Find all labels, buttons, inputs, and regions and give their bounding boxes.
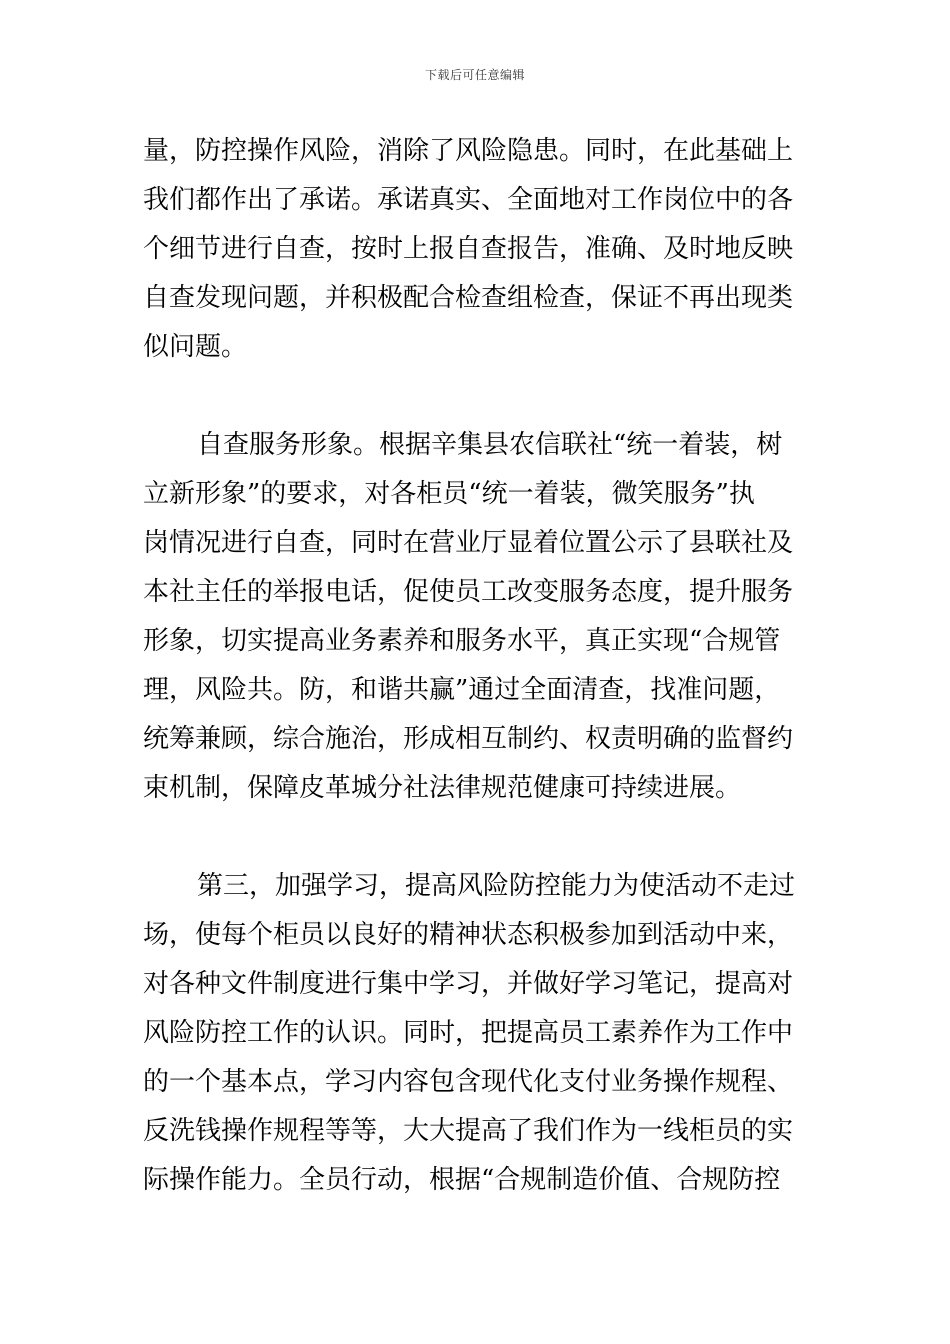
text-line: 对各种文件制度进行集中学习，并做好学习笔记，提高对 — [143, 969, 794, 999]
text-line: 自查发现问题，并积极配合检查组检查，保证不再出现类 — [143, 283, 794, 313]
text-line: 的一个基本点，学习内容包含现代化支付业务操作规程、 — [143, 1067, 794, 1097]
text-line: 岗情况进行自查，同时在营业厅显着位置公示了县联社及 — [143, 528, 794, 558]
paragraph-gap — [143, 813, 807, 862]
text-line: 统筹兼顾，综合施治，形成相互制约、权责明确的监督约 — [143, 724, 794, 754]
text-line: 本社主任的举报电话，促使员工改变服务态度，提升服务 — [143, 577, 794, 607]
text-line: 场，使每个柜员以良好的精神状态积极参加到活动中来， — [143, 920, 794, 950]
text-line: 第三，加强学习，提高风险防控能力为使活动不走过 — [197, 871, 796, 901]
text-line: 立新形象”的要求，对各柜员“统一着装，微笑服务”执 — [143, 479, 755, 509]
paragraph-gap — [143, 372, 807, 421]
document-body — [143, 127, 807, 1205]
text-line: 束机制，保障皮革城分社法律规范健康可持续进展。 — [143, 773, 742, 803]
text-line: 我们都作出了承诺。承诺真实、全面地对工作岗位中的各 — [143, 185, 794, 215]
paragraph-2 — [143, 421, 807, 813]
text-line: 际操作能力。全员行动，根据“合规制造价值、合规防控 — [143, 1165, 781, 1195]
text-line: 量，防控操作风险，消除了风险隐患。同时，在此基础上 — [143, 136, 794, 166]
paragraph-1 — [143, 127, 807, 372]
text-line: 个细节进行自查，按时上报自查报告，准确、及时地反映 — [143, 234, 794, 264]
text-line: 理，风险共。防，和谐共赢”通过全面清查，找准问题， — [143, 675, 781, 705]
text-line: 反洗钱操作规程等等，大大提高了我们作为一线柜员的实 — [143, 1116, 794, 1146]
header-note: 下载后可任意编辑 — [424, 68, 525, 82]
text-line: 自查服务形象。根据辛集县农信联社“统一着装，树 — [197, 430, 783, 460]
text-line: 风险防控工作的认识。同时，把提高员工素养作为工作中 — [143, 1018, 794, 1048]
text-line: 形象，切实提高业务素养和服务水平，真正实现“合规管 — [143, 626, 781, 656]
text-line: 似问题。 — [143, 332, 248, 362]
paragraph-3 — [143, 862, 807, 1205]
